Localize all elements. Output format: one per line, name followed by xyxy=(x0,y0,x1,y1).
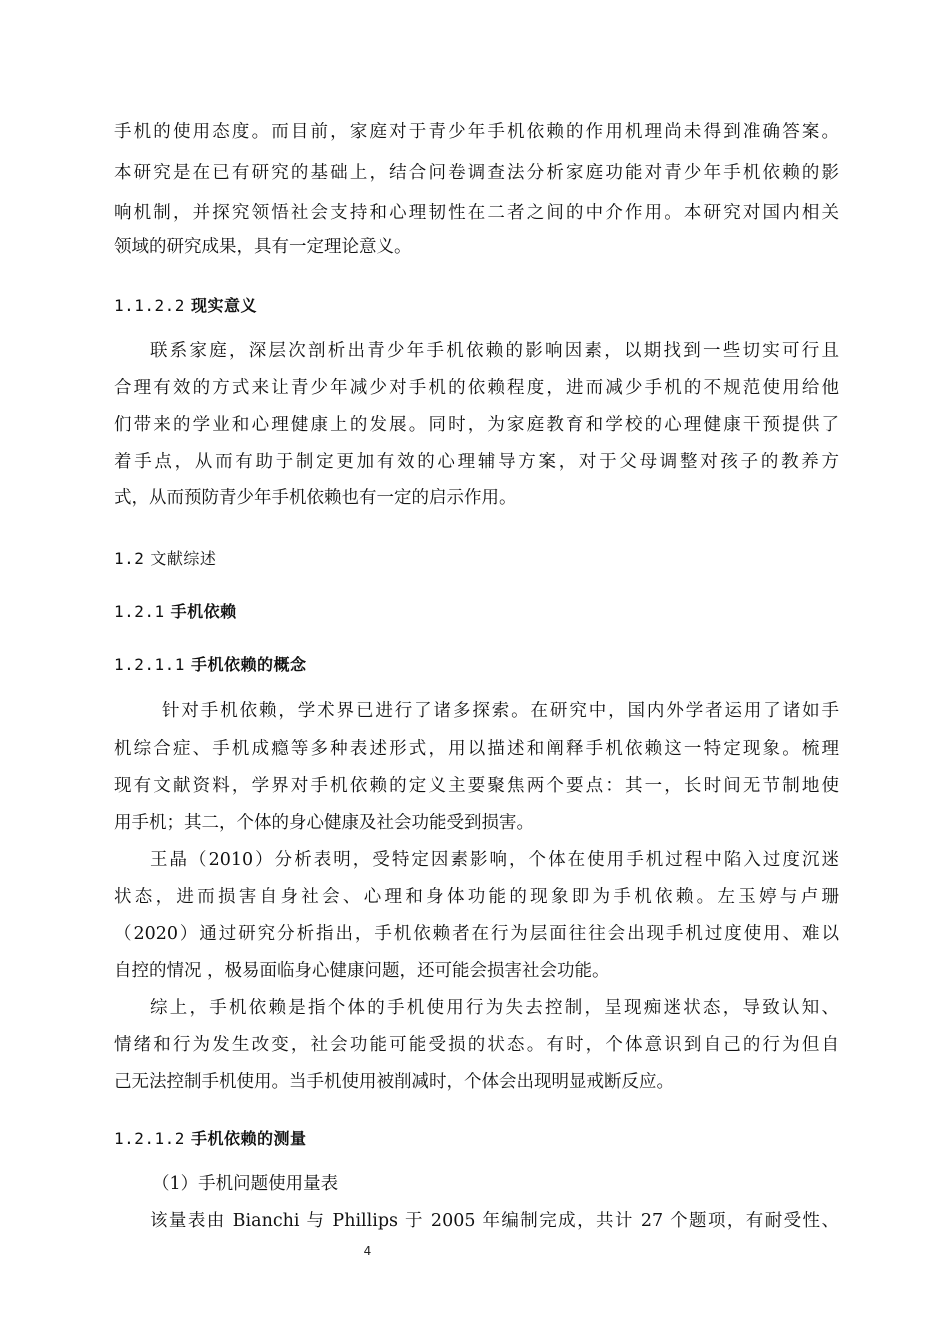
paragraph-line: 状态，进而损害自身社会、心理和身体功能的现象即为手机依赖。左玉婷与卢珊 xyxy=(114,887,839,907)
heading-title: 手机依赖 xyxy=(170,602,237,621)
heading-title: 现实意义 xyxy=(190,296,257,315)
paragraph-line: 合理有效的方式来让青少年减少对手机的依赖程度，进而减少手机的不规范使用给他 xyxy=(114,378,839,398)
paragraph-line: 用手机；其二，个体的身心健康及社会功能受到损害。 xyxy=(114,813,534,833)
section-heading-measure xyxy=(114,1125,306,1153)
section-heading-concept xyxy=(114,651,306,679)
list-item-scale: （1）手机问题使用量表 xyxy=(152,1174,339,1194)
heading-number: 1.2.1.1 xyxy=(114,655,185,674)
heading-number: 1.1.2.2 xyxy=(114,296,185,315)
paragraph-line: 情绪和行为发生改变，社会功能可能受损的状态。有时，个体意识到自己的行为但自 xyxy=(114,1035,839,1055)
paragraph-line: 己无法控制手机使用。当手机使用被削减时，个体会出现明显戒断反应。 xyxy=(114,1072,674,1092)
paragraph-line: 着手点，从而有助于制定更加有效的心理辅导方案，对于父母调整对孩子的教养方 xyxy=(114,452,839,472)
heading-title: 手机依赖的测量 xyxy=(190,1129,307,1148)
page-number: 4 xyxy=(363,1244,372,1258)
paragraph-line: 针对手机依赖，学术界已进行了诸多探索。在研究中，国内外学者运用了诸如手 xyxy=(162,701,839,721)
section-heading-review xyxy=(114,545,216,573)
paragraph-line: 本研究是在已有研究的基础上，结合问卷调查法分析家庭功能对青少年手机依赖的影 xyxy=(114,163,839,183)
paragraph-line: （2020）通过研究分析指出，手机依赖者在行为层面往往会出现手机过度使用、难以 xyxy=(114,924,839,944)
paragraph-line: 响机制，并探究领悟社会支持和心理韧性在二者之间的中介作用。本研究对国内相关 xyxy=(114,203,839,223)
heading-title: 文献综述 xyxy=(150,549,217,568)
section-heading-dependence xyxy=(114,598,237,626)
heading-number: 1.2 xyxy=(114,549,145,568)
paragraph-line: 机综合症、手机成瘾等多种表述形式，用以描述和阐释手机依赖这一特定现象。梳理 xyxy=(114,739,839,759)
paragraph-line: 联系家庭，深层次剖析出青少年手机依赖的影响因素，以期找到一些切实可行且 xyxy=(150,341,839,361)
paragraph-line: 自控的情况 ，极易面临身心健康问题，还可能会损害社会功能。 xyxy=(114,961,610,981)
paragraph-line: 现有文献资料，学界对手机依赖的定义主要聚焦两个要点：其一，长时间无节制地使 xyxy=(114,776,839,796)
paragraph-line: 手机的使用态度。而目前，家庭对于青少年手机依赖的作用机理尚未得到准确答案。 xyxy=(114,122,839,142)
heading-number: 1.2.1 xyxy=(114,602,165,621)
paragraph-line: 们带来的学业和心理健康上的发展。同时，为家庭教育和学校的心理健康干预提供了 xyxy=(114,415,839,435)
section-heading-practical xyxy=(114,292,257,320)
paragraph-line: 领域的研究成果，具有一定理论意义。 xyxy=(114,237,412,257)
paragraph-line: 式，从而预防青少年手机依赖也有一定的启示作用。 xyxy=(114,488,517,508)
heading-title: 手机依赖的概念 xyxy=(190,655,307,674)
heading-number: 1.2.1.2 xyxy=(114,1129,185,1148)
paragraph-line: 综上，手机依赖是指个体的手机使用行为失去控制，呈现痴迷状态，导致认知、 xyxy=(150,998,839,1018)
paragraph-line: 该量表由 Bianchi 与 Phillips 于 2005 年编制完成，共计 27 个题项，有耐受性、 xyxy=(150,1211,839,1231)
paragraph-line: 王晶（2010）分析表明，受特定因素影响，个体在使用手机过程中陷入过度沉迷 xyxy=(150,850,839,870)
